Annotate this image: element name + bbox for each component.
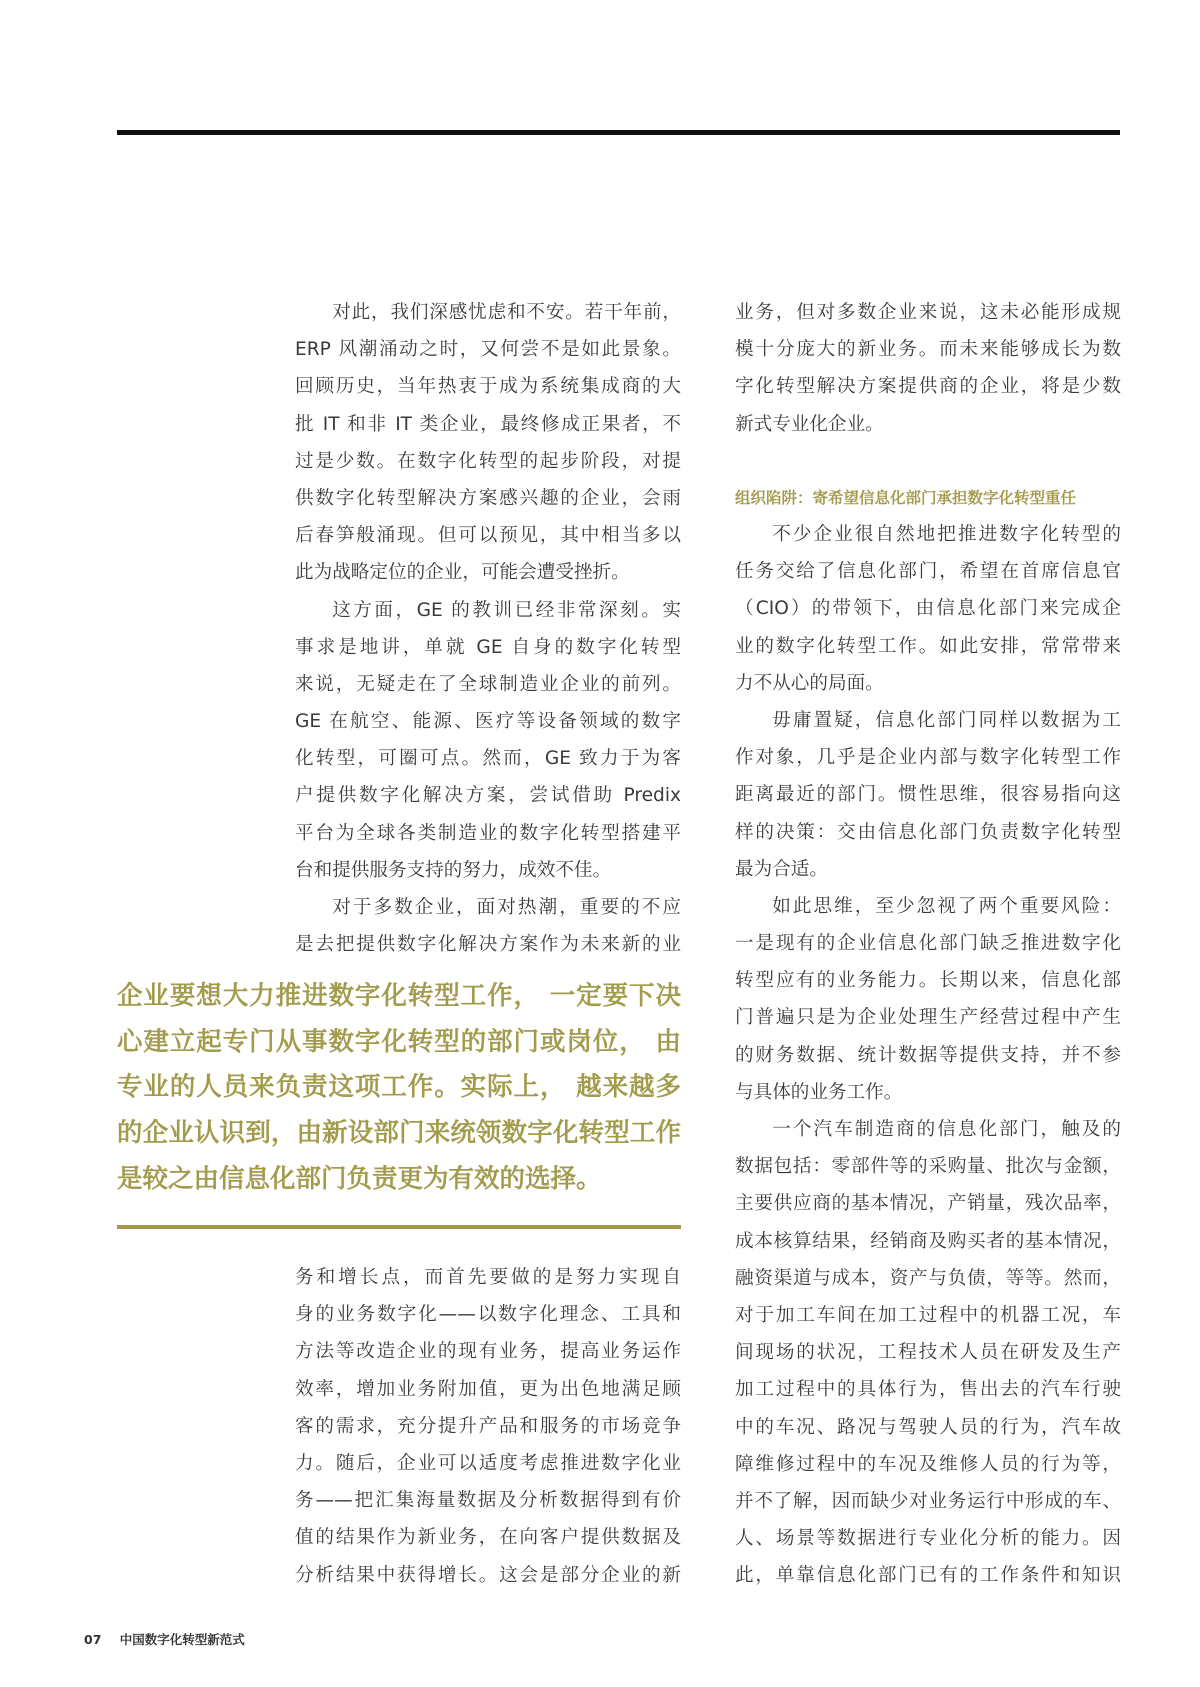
pull-quote-line: 专业的人员来负责这项工作。实际上， 越来越多 <box>117 1072 681 1103</box>
paragraph-line: 方法等改造企业的现有业务，提高业务运作 <box>295 1341 681 1363</box>
paragraph-line: （CIO）的带领下，由信息化部门来完成企 <box>735 598 1121 620</box>
paragraph-line: 值的结果作为新业务，在向客户提供数据及 <box>295 1527 681 1549</box>
paragraph-line: 化转型，可圈可点。然而，GE 致力于为客 <box>295 748 681 770</box>
paragraph-line: 转型应有的业务能力。长期以来，信息化部 <box>735 970 1121 992</box>
paragraph-line: 业的数字化转型工作。如此安排，常常带来 <box>735 635 1121 657</box>
paragraph-line: 毋庸置疑，信息化部门同样以数据为工 <box>772 709 1121 731</box>
paragraph-line: 此为战略定位的企业，可能会遭受挫折。 <box>295 562 630 584</box>
paragraph-line: 作对象，几乎是企业内部与数字化转型工作 <box>735 747 1121 769</box>
right-column-bottom <box>735 516 1121 1594</box>
page-footer <box>84 1630 245 1648</box>
paragraph-line: 批 IT 和非 IT 类企业，最终修成正果者，不 <box>295 413 681 435</box>
paragraph-line: 后春笋般涌现。但可以预见，其中相当多以 <box>295 525 681 547</box>
pull-quote-line: 心建立起专门从事数字化转型的部门或岗位， 由 <box>117 1026 681 1057</box>
page-number: 07 <box>84 1632 102 1647</box>
paragraph-line: 与具体的业务工作。 <box>735 1081 903 1103</box>
section-heading: 组织陷阱：寄希望信息化部门承担数字化转型重任 <box>735 489 1077 507</box>
left-column-top <box>295 294 681 963</box>
paragraph-line: 分析结果中获得增长。这会是部分企业的新 <box>295 1564 681 1586</box>
paragraph-line: 一个汽车制造商的信息化部门，触及的 <box>772 1119 1121 1140</box>
pull-quote-line: 企业要想大力推进数字化转型工作， 一定要下决 <box>117 981 681 1011</box>
paragraph-line: GE 在航空、能源、医疗等设备领域的数字 <box>295 711 681 733</box>
paragraph-line: 平台为全球各类制造业的数字化转型搭建平 <box>295 822 681 844</box>
paragraph-line: 中的车况、路况与驾驶人员的行为，汽车故 <box>735 1416 1121 1438</box>
paragraph-line: 台和提供服务支持的努力，成效不佳。 <box>295 859 612 881</box>
pull-quote-line: 是较之由信息化部门负责更为有效的选择。 <box>117 1163 602 1194</box>
paragraph-line: 主要供应商的基本情况，产销量，残次品率， <box>735 1193 1121 1215</box>
left-column-bottom <box>295 1259 681 1594</box>
paragraph-line: 的财务数据、统计数据等提供支持，并不参 <box>735 1044 1121 1066</box>
right-column-top <box>735 294 1121 443</box>
paragraph-line: 最为合适。 <box>735 858 828 880</box>
paragraph-line: 力不从心的局面。 <box>735 672 884 694</box>
paragraph-line: 模十分庞大的新业务。而未来能够成长为数 <box>735 339 1121 361</box>
pull-quote <box>117 974 681 1202</box>
paragraph-line: 业务，但对多数企业来说，这未必能形成规 <box>735 302 1121 323</box>
paragraph-line: 务——把汇集海量数据及分析数据得到有价 <box>295 1490 681 1512</box>
paragraph-line: 回顾历史，当年热衷于成为系统集成商的大 <box>295 376 681 398</box>
paragraph-line: ERP 风潮涌动之时，又何尝不是如此景象。 <box>295 339 681 361</box>
paragraph-line: 人、场景等数据进行专业化分析的能力。因 <box>735 1528 1121 1550</box>
paragraph-line: 对于多数企业，面对热潮，重要的不应 <box>332 897 681 918</box>
paragraph-line: 务和增长点，而首先要做的是努力实现自 <box>295 1267 681 1288</box>
paragraph-line: 新式专业化企业。 <box>735 413 884 435</box>
paragraph-line: 此，单靠信息化部门已有的工作条件和知识 <box>735 1565 1121 1587</box>
paragraph-line: 障维修过程中的车况及维修人员的行为等， <box>735 1453 1121 1475</box>
paragraph-line: 客的需求，充分提升产品和服务的市场竞争 <box>295 1415 681 1437</box>
paragraph-line: 并不了解，因而缺少对业务运行中形成的车、 <box>735 1490 1121 1512</box>
paragraph-line: 融资渠道与成本，资产与负债，等等。然而， <box>735 1267 1121 1289</box>
top-rule <box>117 130 1120 135</box>
paragraph-line: 一是现有的企业信息化部门缺乏推进数字化 <box>735 933 1121 955</box>
paragraph-line: 对于加工车间在加工过程中的机器工况，车 <box>735 1304 1121 1326</box>
paragraph-line: 是去把提供数字化解决方案作为未来新的业 <box>295 934 681 956</box>
pull-quote-rule <box>117 1225 681 1229</box>
paragraph-line: 供数字化转型解决方案感兴趣的企业，会雨 <box>295 487 681 509</box>
paragraph-line: 事求是地讲，单就 GE 自身的数字化转型 <box>295 636 681 658</box>
paragraph-line: 身的业务数字化——以数字化理念、工具和 <box>295 1304 681 1326</box>
paragraph-line: 力。随后，企业可以适度考虑推进数字化业 <box>295 1452 681 1474</box>
paragraph-line: 如此思维，至少忽视了两个重要风险： <box>772 895 1121 917</box>
paragraph-line: 样的决策：交由信息化部门负责数字化转型 <box>735 821 1121 843</box>
paragraph-line: 字化转型解决方案提供商的企业，将是少数 <box>735 376 1121 398</box>
paragraph-line: 加工过程中的具体行为，售出去的汽车行驶 <box>735 1379 1121 1401</box>
paragraph-line: 数据包括：零部件等的采购量、批次与金额， <box>735 1156 1121 1178</box>
paragraph-line: 效率，增加业务附加值，更为出色地满足顾 <box>295 1378 681 1400</box>
paragraph-line: 这方面，GE 的教训已经非常深刻。实 <box>332 599 681 621</box>
paragraph-line: 过是少数。在数字化转型的起步阶段，对提 <box>295 450 681 472</box>
paragraph-line: 成本核算结果，经销商及购买者的基本情况， <box>735 1230 1121 1252</box>
paragraph-line: 对此，我们深感忧虑和不安。若干年前， <box>332 302 681 323</box>
paragraph-line: 距离最近的部门。惯性思维，很容易指向这 <box>735 784 1121 806</box>
paragraph-line: 门普遍只是为企业处理生产经营过程中产生 <box>735 1007 1121 1029</box>
paragraph-line: 来说，无疑走在了全球制造业企业的前列。 <box>295 673 681 695</box>
paragraph-line: 不少企业很自然地把推进数字化转型的 <box>772 524 1121 545</box>
publication-title: 中国数字化转型新范式 <box>119 1632 245 1647</box>
paragraph-line: 间现场的状况，工程技术人员在研发及生产 <box>735 1342 1121 1364</box>
paragraph-line: 户提供数字化解决方案，尝试借助 Predix <box>295 785 681 807</box>
paragraph-line: 任务交给了信息化部门，希望在首席信息官 <box>735 561 1121 583</box>
pull-quote-line: 的企业认识到，由新设部门来统领数字化转型工作 <box>117 1118 681 1149</box>
